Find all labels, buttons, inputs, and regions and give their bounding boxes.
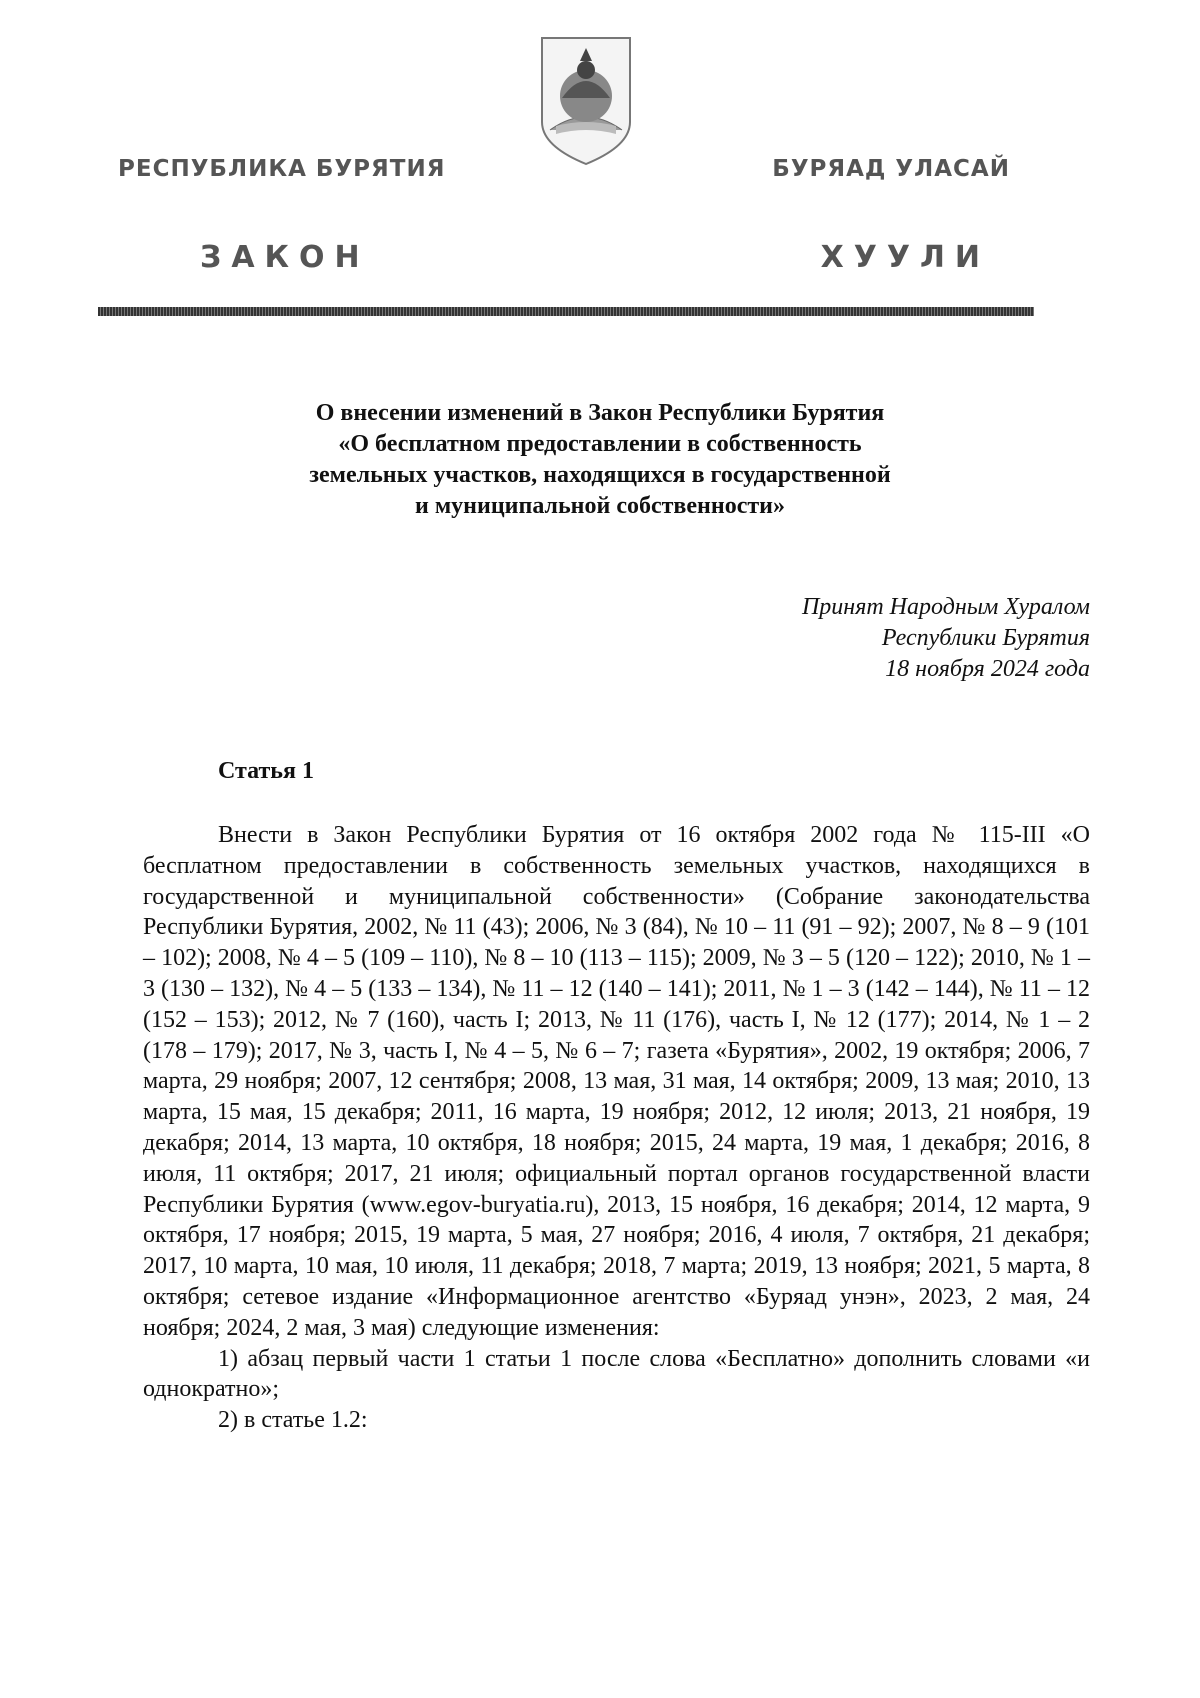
law-label-russian: ЗАКОН bbox=[200, 240, 370, 275]
article-paragraph: 1) абзац первый части 1 статьи 1 после слова «Бесплатно» дополнить словами «и однократно»; bbox=[143, 1345, 1090, 1403]
article-heading: Статья 1 bbox=[218, 758, 314, 784]
adoption-date: 18 ноября 2024 года bbox=[885, 656, 1090, 682]
article-paragraph: Внести в Закон Республики Бурятия от 16 октября 2002 года № 115-III «О бесплатном предоставлении в собственность земельных участков, находящихся в государственной и муниципальной собственности» (Собрание законодательства Республики Бурятия, 2002, № 11 (43); 2006, № 3 (84), № 10 – 11 (91 – 92); 2007, № 8 – 9 (101 – 102); 2008, № 4 – 5 (109 – 110), № 8 – 10 (113 – 115); 2009, № 3 – 5 (120 – 122); 2010, № 1 – 3 (130 – 132), № 4 – 5 (133 – 134), № 11 – 12 (140 – 141); 2011, № 1 – 3 (142 – 144), № 11 – 12 (152 – 153); 2012, № 7 (160), часть I; 2013, № 11 (176), часть I, № 12 (177); 2014, № 1 – 2 (178 – 179); 2017, № 3, часть I, № 4 – 5, № 6 – 7; газета «Бурятия», 2002, 19 октября; 2006, 7 марта, 29 ноября; 2007, 12 сентября; 2008, 13 мая, 31 мая, 14 октября; 2009, 13 мая; 2010, 13 марта, 15 мая, 15 декабря; 2011, 16 марта, 19 ноября; 2012, 12 июля; 2013, 21 ноября, 19 декабря; 2014, 13 марта, 10 октября, 18 ноября; 2015, 24 марта, 19 мая, 1 декабря; 2016, 8 июля, 11 октября; 2017, 21 июля; официальный портал органов государственной власти Республики Бурятия (www.egov-buryatia.ru), 2013, 15 ноября, 16 декабря; 2014, 12 марта, 9 октября, 17 ноября; 2015, 19 марта, 5 мая, 27 ноября; 2016, 4 июля, 7 октября, 21 декабря; 2017, 10 марта, 10 мая, 10 июля, 11 декабря; 2018, 7 марта; 2019, 13 ноября; 2021, 5 марта, 8 октября; сетевое издание «Информационное агентство «Буряад унэн», 2023, 2 мая, 24 ноября; 2024, 2 мая, 3 мая) следующие изменения: bbox=[143, 822, 1090, 1341]
header-divider bbox=[98, 307, 1034, 316]
law-title-line: О внесении изменений в Закон Республики Бурятия bbox=[315, 400, 885, 426]
adoption-line: Принят Народным Хуралом bbox=[801, 594, 1090, 620]
law-label-buryat: ХУУЛИ bbox=[820, 240, 990, 275]
republic-name-russian: РЕСПУБЛИКА БУРЯТИЯ bbox=[118, 156, 446, 182]
adoption-note bbox=[802, 592, 1090, 685]
law-title bbox=[140, 398, 1060, 522]
law-title-line: и муниципальной собственности» bbox=[415, 493, 785, 519]
law-title-line: «О бесплатном предоставлении в собственность bbox=[338, 431, 862, 457]
article-paragraph: 2) в статье 1.2: bbox=[218, 1407, 368, 1434]
article-body bbox=[143, 820, 1090, 1436]
coat-of-arms-icon bbox=[536, 34, 636, 170]
adoption-line: Республики Бурятия bbox=[881, 625, 1090, 651]
republic-name-buryat: БУРЯАД УЛАСАЙ bbox=[772, 156, 1010, 182]
law-title-line: земельных участков, находящихся в государственной bbox=[309, 462, 891, 488]
